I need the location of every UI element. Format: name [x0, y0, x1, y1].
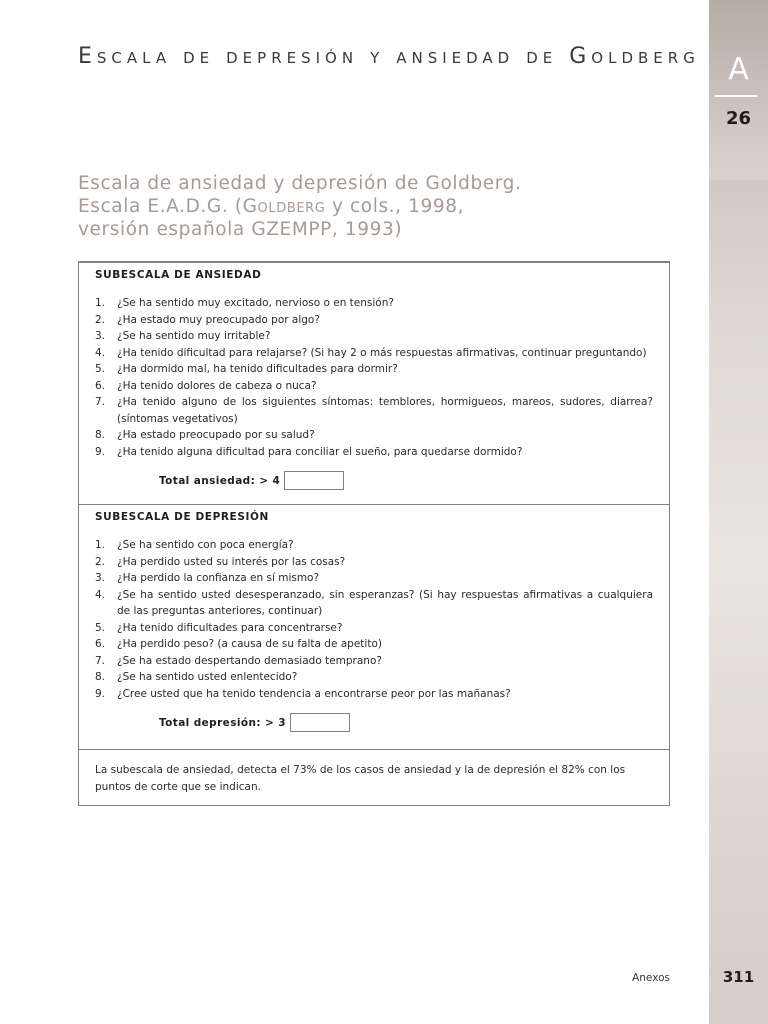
title-line-2-suffix: y cols., 1998, [325, 196, 465, 217]
anxiety-item-text: ¿Se ha sentido muy irritable? [117, 330, 271, 342]
title-line-2 [78, 195, 678, 218]
depression-item-text: ¿Cree usted que ha tenido tendencia a encontrarse peor por las mañanas? [117, 687, 511, 700]
anxiety-item-text: ¿Ha estado preocupado por su salud? [117, 429, 315, 441]
depression-item-text: ¿Ha tenido dificultades para concentrarse? [117, 621, 343, 634]
depression-score-box[interactable] [290, 713, 350, 732]
depression-item-number: 9. [95, 687, 106, 700]
depression-item [95, 587, 653, 620]
anxiety-item-text: ¿Ha tenido alguna dificultad para conciliar el sueño, para quedarse dormido? [117, 445, 523, 458]
title-line-2-prefix: Escala E.A.D.G. ( [78, 196, 243, 217]
depression-item-number: 5. [95, 621, 106, 634]
depression-item [95, 653, 653, 670]
anxiety-item [95, 345, 653, 362]
note-section [79, 750, 669, 806]
title-line-3: versión española GZEMPP, 1993) [78, 219, 403, 240]
anxiety-item-number: 6. [95, 379, 106, 392]
depression-item-text: ¿Se ha sentido usted enlentecido? [117, 671, 298, 683]
anxiety-heading: SUBESCALA DE ANSIEDAD [95, 269, 262, 281]
anxiety-subscale [79, 263, 669, 505]
anxiety-item [95, 361, 653, 378]
depression-item-number: 6. [95, 638, 106, 650]
scale-table [78, 261, 670, 806]
anxiety-score-box[interactable] [284, 471, 344, 490]
annex-number: 26 [725, 108, 752, 129]
depression-item-number: 3. [95, 572, 106, 584]
depression-total [159, 713, 653, 732]
depression-item-text: ¿Se ha sentido con poca energía? [117, 539, 294, 551]
anxiety-total-label: Total ansiedad: > 4 [159, 474, 281, 487]
depression-items [95, 537, 653, 702]
depression-item-number: 7. [95, 654, 106, 667]
anxiety-item [95, 312, 653, 329]
anxiety-item-text: ¿Ha dormido mal, ha tenido dificultades para dormir? [117, 363, 398, 375]
anxiety-item-text: ¿Se ha sentido muy excitado, nervioso o en tensión? [117, 297, 394, 309]
depression-item-text: ¿Se ha estado despertando demasiado temprano? [117, 654, 382, 667]
depression-item [95, 686, 653, 703]
depression-item [95, 554, 653, 571]
anxiety-item [95, 444, 653, 461]
title-line-1: Escala de ansiedad y depresión de Goldberg. [78, 173, 522, 194]
anxiety-items [95, 295, 653, 460]
depression-subscale [79, 505, 669, 750]
anxiety-item-number: 4. [95, 346, 106, 359]
depression-item [95, 669, 653, 686]
document-title [78, 172, 678, 241]
depression-item-number: 8. [95, 671, 106, 683]
title-author: Goldberg [242, 196, 326, 217]
depression-item [95, 537, 653, 554]
anxiety-item [95, 328, 653, 345]
anxiety-item-number: 2. [95, 313, 106, 326]
depression-item [95, 636, 653, 653]
depression-item-text: ¿Se ha sentido usted desesperanzado, sin esperanzas? (Si hay respuestas afirmativas a cualquiera de las preguntas anteriores, continuar) [117, 588, 653, 617]
running-header: Escala de depresión y ansiedad de Goldberg [78, 44, 700, 69]
anxiety-item-number: 7. [95, 396, 106, 408]
anxiety-total [159, 471, 653, 490]
anxiety-item-text: ¿Ha tenido dolores de cabeza o nuca? [117, 379, 317, 392]
depression-total-label: Total depresión: > 3 [159, 716, 286, 729]
anxiety-item-text: ¿Ha estado muy preocupado por algo? [117, 313, 320, 326]
anxiety-item-text: ¿Ha tenido dificultad para relajarse? (Si hay 2 o más respuestas afirmativas, continuar preguntando) [117, 346, 647, 359]
anxiety-item-number: 9. [95, 445, 106, 458]
annex-divider [715, 95, 757, 97]
anxiety-item-number: 1. [95, 297, 106, 309]
footer-label: Anexos [632, 972, 670, 984]
depression-item-number: 4. [95, 588, 106, 601]
depression-item-text: ¿Ha perdido la confianza en sí mismo? [117, 572, 320, 584]
page-number: 311 [722, 968, 755, 986]
side-strip-top [709, 0, 768, 180]
depression-item-number: 2. [95, 555, 106, 568]
anxiety-item-number: 5. [95, 363, 106, 375]
depression-item-text: ¿Ha perdido usted su interés por las cosas? [117, 555, 346, 568]
note-text: La subescala de ansiedad, detecta el 73% de los casos de ansiedad y la de depresión el 82% con los puntos de corte que se indican. [95, 764, 626, 793]
anxiety-item-number: 8. [95, 429, 106, 441]
depression-item-text: ¿Ha perdido peso? (a causa de su falta de apetito) [117, 638, 382, 650]
depression-item-number: 1. [95, 539, 106, 551]
depression-item [95, 620, 653, 637]
anxiety-item [95, 295, 653, 312]
anxiety-item [95, 427, 653, 444]
anxiety-item [95, 378, 653, 395]
anxiety-item-text: ¿Ha tenido alguno de los siguientes síntomas: temblores, hormigueos, mareos, sudores, diarrea? (síntomas vegetativos) [117, 396, 653, 425]
anxiety-item-number: 3. [95, 330, 106, 342]
depression-heading: SUBESCALA DE DEPRESIÓN [95, 511, 269, 523]
anxiety-item [95, 394, 653, 427]
annex-letter: A [728, 52, 749, 87]
depression-item [95, 570, 653, 587]
